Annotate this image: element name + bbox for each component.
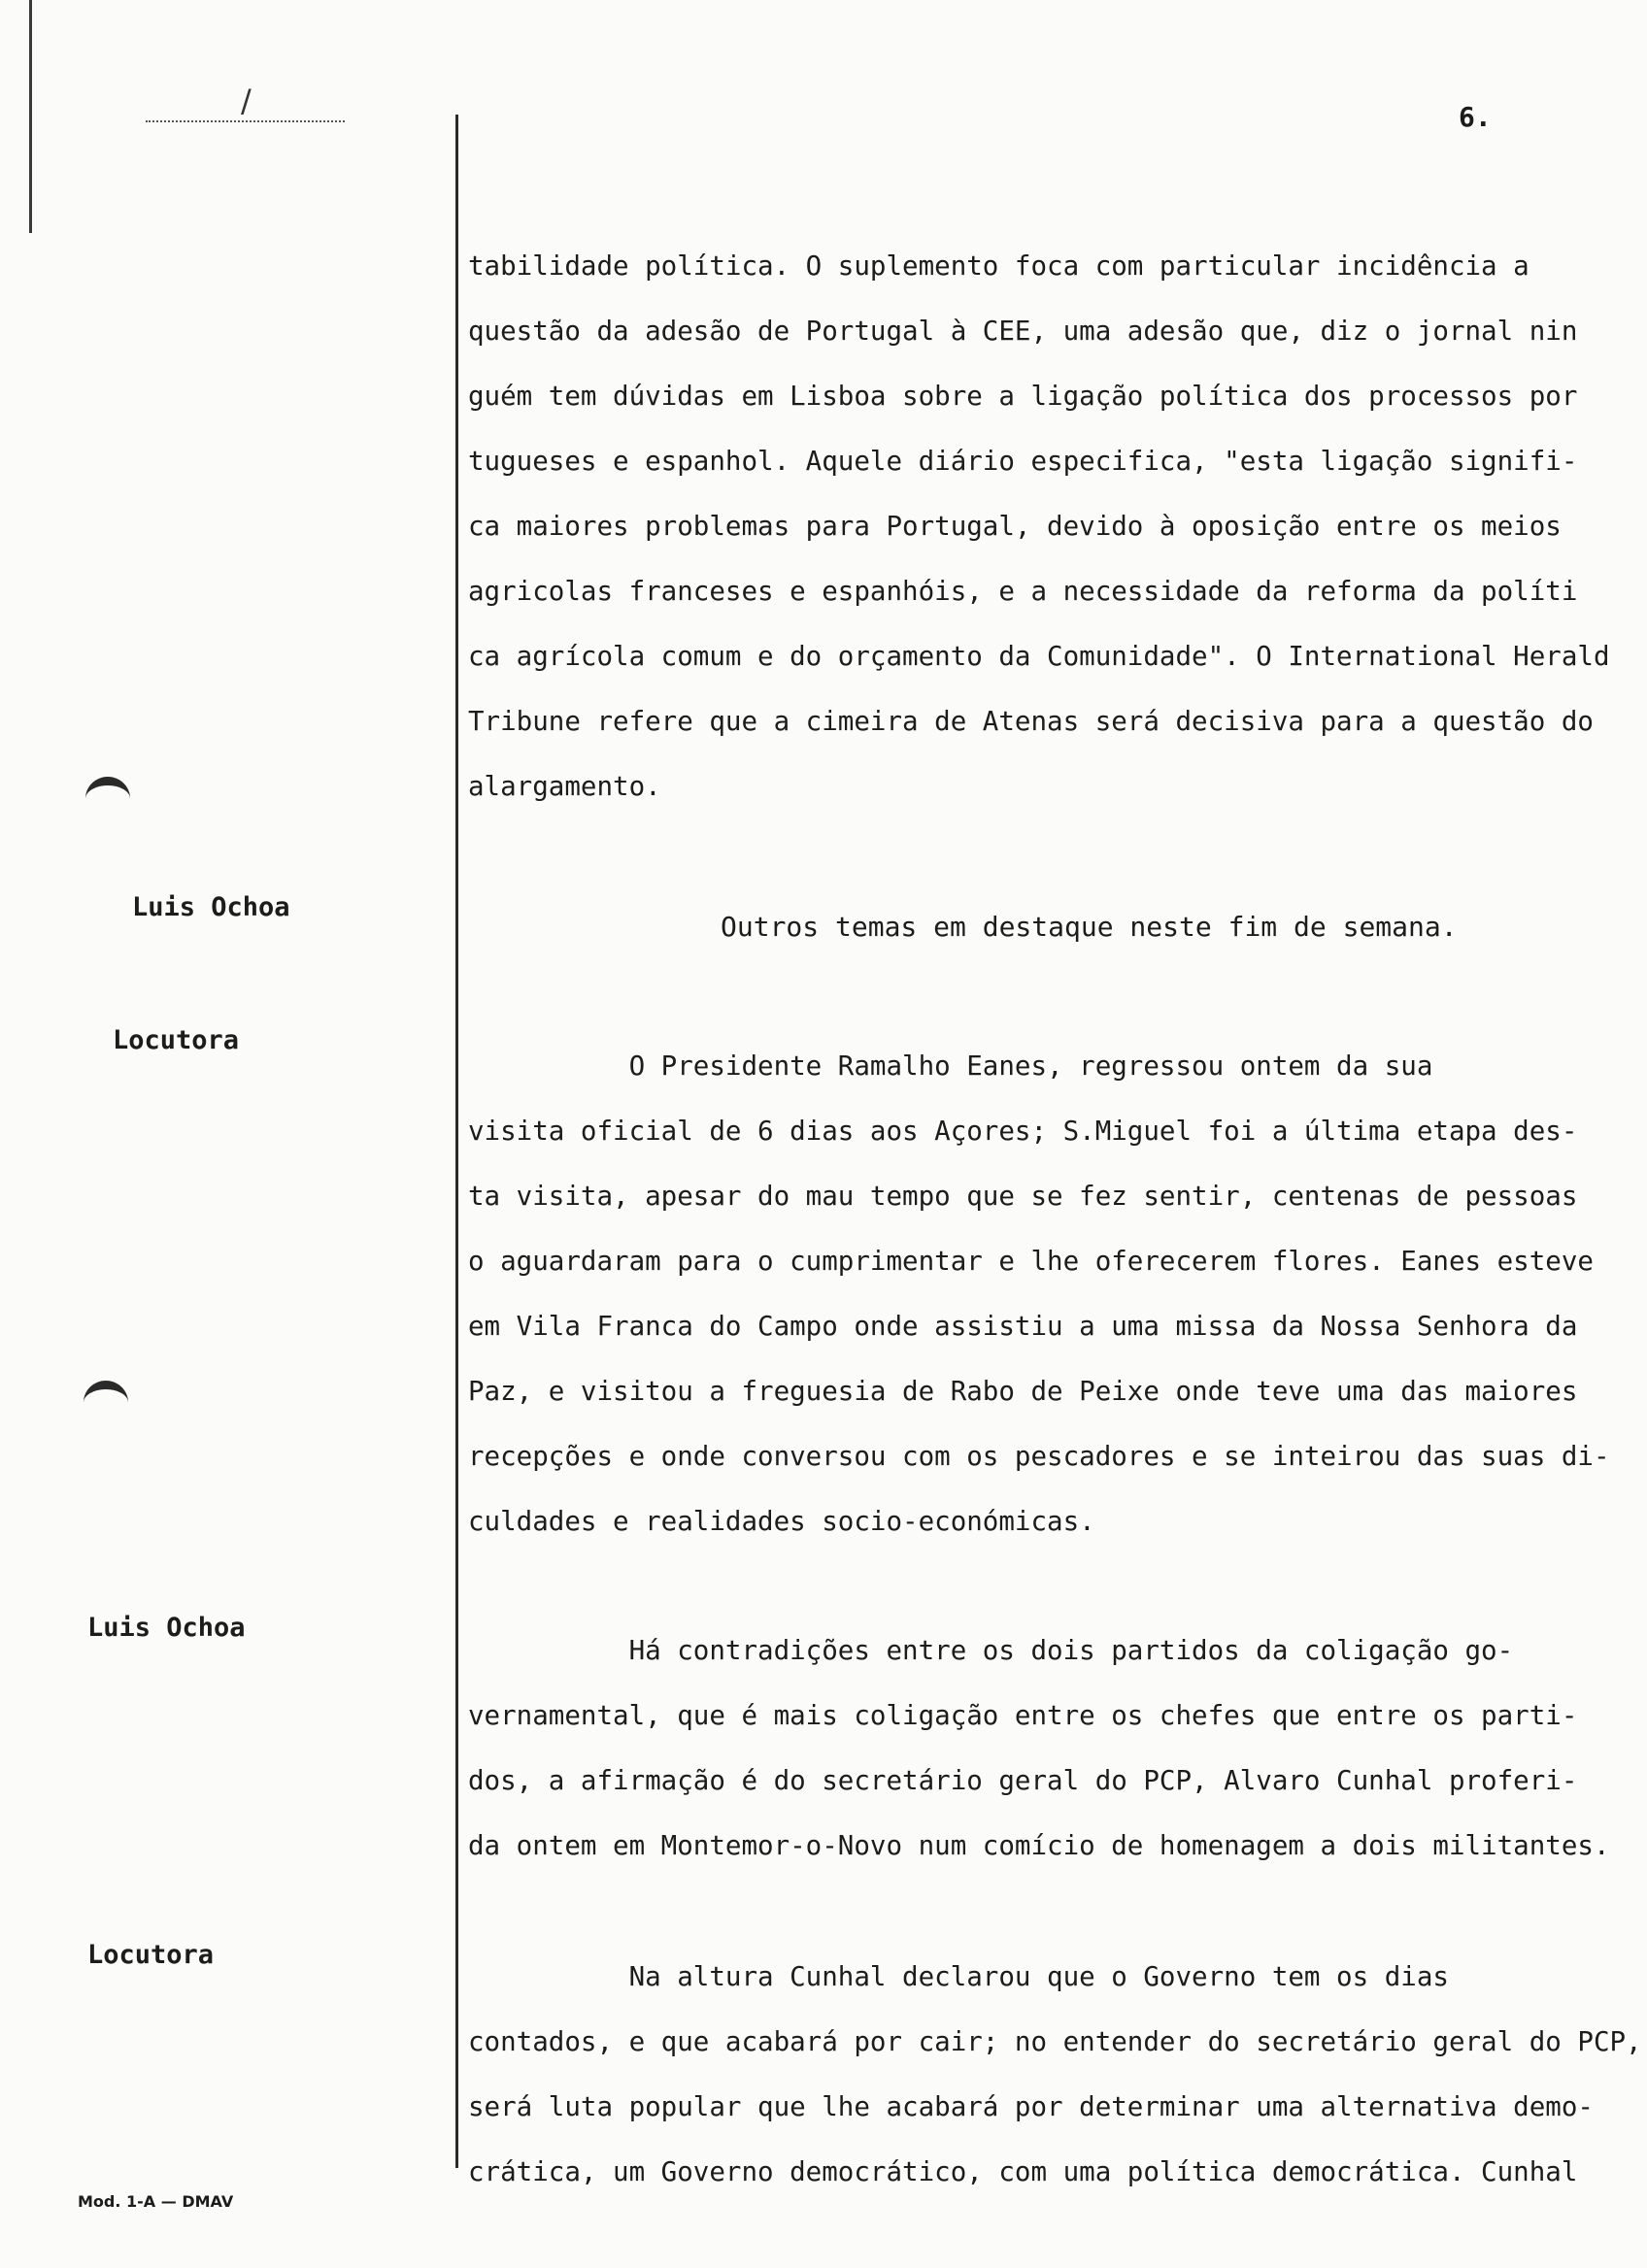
text-line: Paz, e visitou a freguesia de Rabo de Peixe onde teve uma das maiores bbox=[468, 1376, 1578, 1407]
text-line: questão da adesão de Portugal à CEE, uma adesão que, diz o jornal nin bbox=[468, 316, 1578, 347]
page-number: 6. bbox=[1459, 101, 1492, 133]
form-code: Mod. 1-A — DMAV bbox=[78, 2192, 234, 2211]
page-left-edge bbox=[29, 0, 32, 233]
text-line: será luta popular que lhe acabará por determinar uma alternativa demo- bbox=[468, 2091, 1594, 2122]
text-line: tabilidade política. O suplemento foca com particular incidência a bbox=[468, 250, 1529, 282]
text-line: visita oficial de 6 dias aos Açores; S.Miguel foi a última etapa des- bbox=[468, 1116, 1578, 1147]
text-line: Tribune refere que a cimeira de Atenas será decisiva para a questão do bbox=[468, 706, 1594, 737]
text-line: dos, a afirmação é do secretário geral do PCP, Alvaro Cunhal proferi- bbox=[468, 1765, 1578, 1796]
text-line: ca maiores problemas para Portugal, devido à oposição entre os meios bbox=[468, 511, 1562, 542]
text-line: da ontem em Montemor-o-Novo num comício de homenagem a dois militantes. bbox=[468, 1830, 1610, 1861]
text-line: culdades e realidades socio-económicas. bbox=[468, 1506, 1095, 1537]
text-line: guém tem dúvidas em Lisboa sobre a ligação política dos processos por bbox=[468, 381, 1578, 412]
text-line: vernamental, que é mais coligação entre os chefes que entre os parti- bbox=[468, 1700, 1578, 1731]
reference-slash: / bbox=[241, 83, 252, 119]
speaker-label: Locutora bbox=[87, 1940, 215, 1970]
text-line: tugueses e espanhol. Aquele diário especifica, "esta ligação signifi- bbox=[468, 446, 1578, 477]
text-line: ca agrícola comum e do orçamento da Comunidade". O International Herald bbox=[468, 641, 1610, 672]
speaker-label: Luis Ochoa bbox=[132, 892, 290, 922]
section-title: Outros temas em destaque neste fim de semana. bbox=[721, 911, 1458, 943]
text-line: contados, e que acabará por cair; no entender do secretário geral do PCP, bbox=[468, 2026, 1642, 2057]
binder-hole-icon bbox=[85, 777, 130, 820]
speaker-label: Locutora bbox=[113, 1025, 240, 1055]
text-line: o aguardaram para o cumprimentar e lhe oferecerem flores. Eanes esteve bbox=[468, 1246, 1594, 1277]
speaker-label: Luis Ochoa bbox=[87, 1613, 246, 1643]
text-line: Há contradições entre os dois partidos da coligação go- bbox=[468, 1635, 1514, 1666]
margin-rule bbox=[455, 115, 458, 2168]
text-line: agricolas franceses e espanhóis, e a necessidade da reforma da políti bbox=[468, 576, 1578, 607]
binder-hole-icon bbox=[84, 1381, 128, 1424]
text-line: recepções e onde conversou com os pescadores e se inteirou das suas di- bbox=[468, 1441, 1610, 1472]
text-line: crática, um Governo democrático, com uma política democrática. Cunhal bbox=[468, 2156, 1578, 2187]
text-line: alargamento. bbox=[468, 771, 661, 802]
text-line: em Vila Franca do Campo onde assistiu a uma missa da Nossa Senhora da bbox=[468, 1311, 1578, 1342]
text-line: ta visita, apesar do mau tempo que se fez sentir, centenas de pessoas bbox=[468, 1181, 1578, 1212]
text-line: O Presidente Ramalho Eanes, regressou ontem da sua bbox=[468, 1051, 1433, 1082]
text-line: Na altura Cunhal declarou que o Governo tem os dias bbox=[468, 1961, 1449, 1992]
